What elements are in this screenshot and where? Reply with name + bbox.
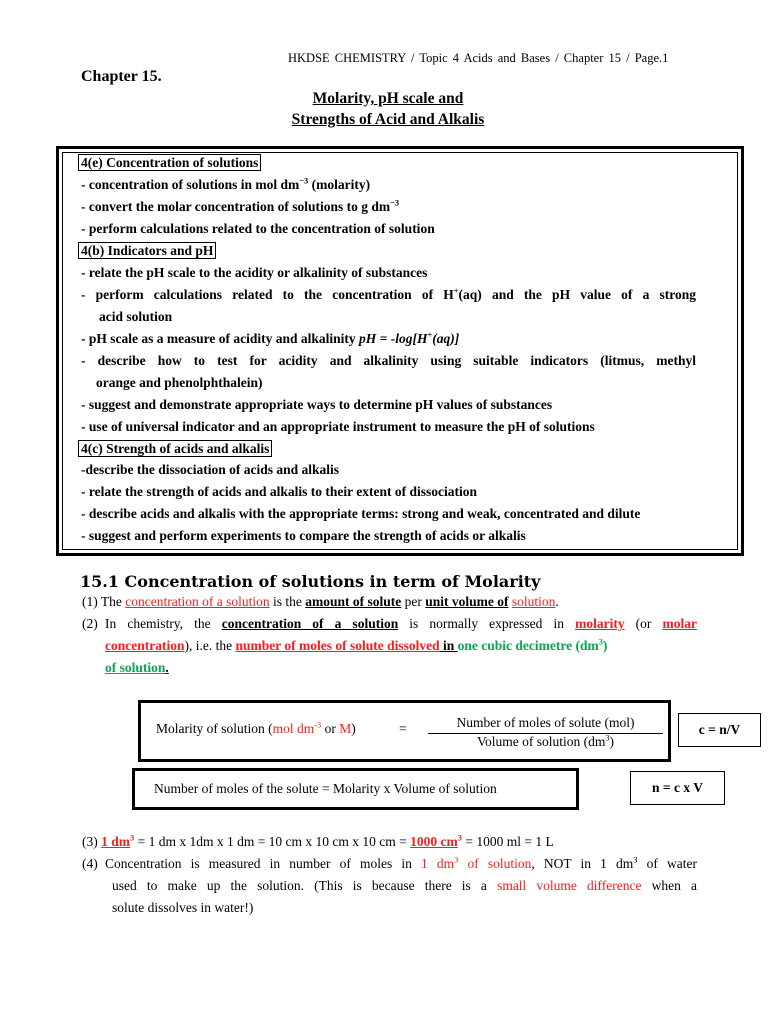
- syllabus-line: orange and phenolphthalein): [96, 375, 263, 390]
- syllabus-line: - suggest and perform experiments to compare the strength of acids or alkalis: [81, 528, 526, 543]
- section-heading: 15.1 Concentration of solutions in term of Molarity: [80, 572, 541, 591]
- syllabus-line: - relate the pH scale to the acidity or alkalinity of substances: [81, 265, 428, 280]
- fraction-numerator: Number of moles of solute (mol): [428, 715, 663, 734]
- moles-formula-box: [132, 768, 579, 810]
- syllabus-line: - use of universal indicator and an appropriate instrument to measure the pH of solutions: [81, 419, 595, 434]
- title-line-2: Strengths of Acid and Alkalis: [291, 111, 485, 128]
- syllabus-line: - concentration of solutions in mol $dm^{-3}$ (molarity): [81, 176, 371, 192]
- chapter-label: Chapter 15.: [81, 68, 162, 85]
- fraction-denominator: Volume of solution $(dm^3)$: [476, 733, 615, 749]
- syllabus-heading-indicators: 4(b) Indicators and pH: [81, 243, 216, 259]
- paragraph-2-line: concentration), i.e. the number of moles of solute dissolved in one cubic decimetre $(dm^3)$: [105, 637, 608, 653]
- formula-n-equals-c-times-v: n = c x V: [630, 771, 725, 805]
- syllabus-line: - relate the strength of acids and alkalis to their extent of dissociation: [81, 484, 477, 499]
- syllabus-line: - perform calculations related to the concentration of H+(aq) and the pH value of a strong: [81, 286, 696, 302]
- paragraph-1: (1) The concentration of a solution is the amount of solute per unit volume of solution.: [82, 594, 559, 609]
- syllabus-heading-concentration: 4(e) Concentration of solutions: [81, 155, 261, 171]
- molarity-formula-box: [138, 700, 671, 762]
- syllabus-line: - pH scale as a measure of acidity and alkalinity pH = -log[H+(aq)]: [81, 330, 460, 346]
- syllabus-line: - suggest and demonstrate appropriate ways to determine pH values of substances: [81, 397, 553, 412]
- syllabus-line: - describe acids and alkalis with the appropriate terms: strong and weak, concentrated and dilute: [81, 506, 641, 521]
- molarity-fraction: [428, 715, 663, 750]
- paragraph-2-number: (2): [82, 616, 98, 631]
- paragraph-2-line: of solution.: [105, 660, 169, 675]
- paragraph-4-line: used to make up the solution. (This is because there is a small volume difference when a: [112, 878, 697, 893]
- moles-formula-text: Number of moles of the solute = Molarity x Volume of solution: [154, 781, 497, 796]
- paragraph-3: (3) 1 $dm^3 = 1$ dm x 1dm x 1 dm = 10 cm x 10 cm x 10 cm = 1000 $cm^3 = 1000$ ml = 1 L: [82, 833, 554, 849]
- molarity-label: Molarity of solution (mol $dm^{-3}$ or M): [156, 720, 356, 736]
- syllabus-line: - describe how to test for acidity and alkalinity using suitable indicators (litmus, methyl: [81, 353, 696, 368]
- syllabus-line: acid solution: [99, 309, 173, 324]
- formula-c-equals-n-over-v: c = n/V: [678, 713, 761, 747]
- syllabus-line: - convert the molar concentration of solutions to g $dm^{-3}$: [81, 198, 400, 214]
- paragraph-2-line: In chemistry, the concentration of a solution is normally expressed in molarity (or molar: [105, 616, 697, 631]
- syllabus-line: -describe the dissociation of acids and alkalis: [81, 462, 340, 477]
- syllabus-line: - perform calculations related to the concentration of solution: [81, 221, 435, 236]
- syllabus-heading-strength: 4(c) Strength of acids and alkalis: [81, 441, 272, 457]
- paragraph-4-line: solute dissolves in water!): [112, 900, 254, 915]
- paragraph-4-number: (4): [82, 856, 98, 871]
- page-header: HKDSE CHEMISTRY / Topic 4 Acids and Bases / Chapter 15 / Page.1: [288, 51, 669, 65]
- equals-sign: =: [399, 721, 407, 736]
- title-line-1: Molarity, pH scale and: [312, 90, 464, 107]
- paragraph-4-line: Concentration is measured in number of moles in 1 $dm^3$ of solution, NOT in 1 $dm^3$ of water: [105, 855, 697, 871]
